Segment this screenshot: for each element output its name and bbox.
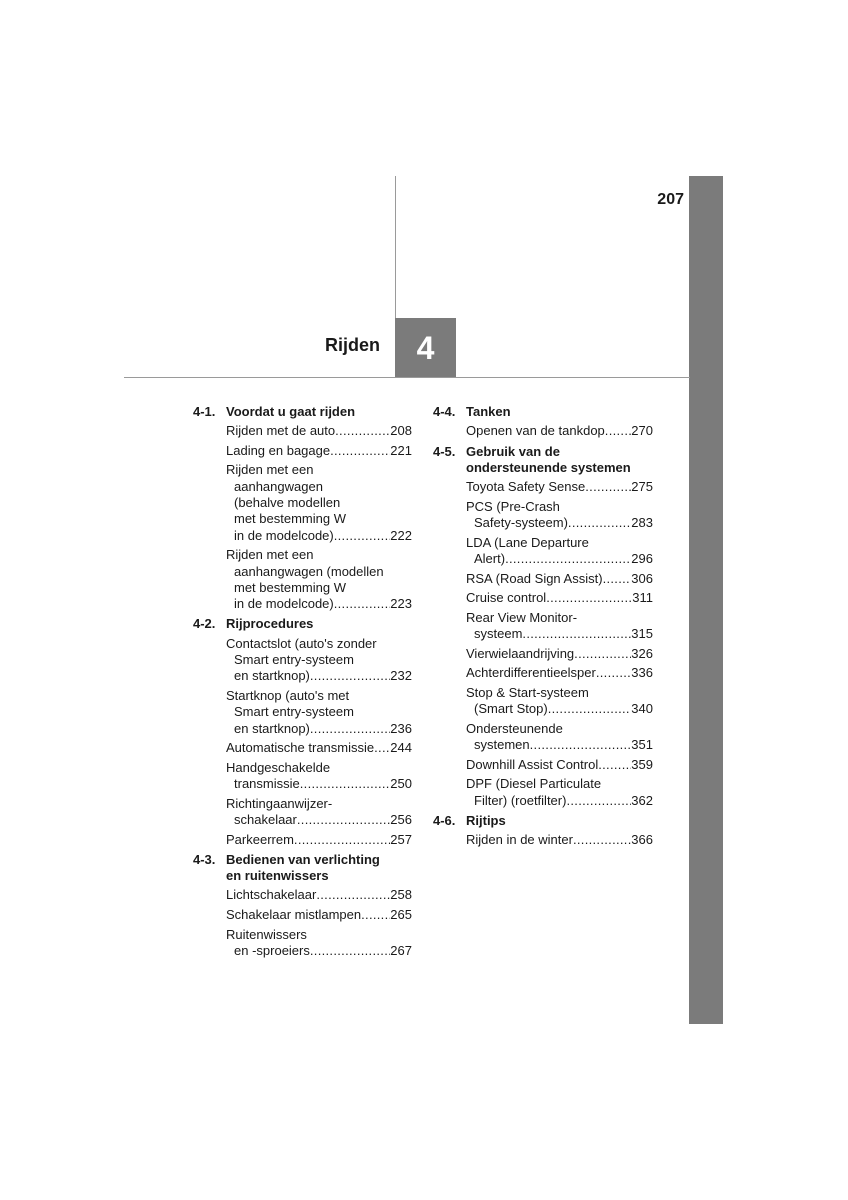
toc-entry-line: Stop & Start-systeem	[466, 684, 589, 700]
toc-entry-line	[226, 832, 412, 848]
toc-entry-line	[466, 626, 653, 642]
section-number: 4-6.	[433, 812, 456, 828]
toc-entry-line: aanhangwagen	[234, 478, 323, 494]
toc-entry-line	[226, 528, 412, 544]
toc-page-number: 208	[390, 423, 412, 439]
toc-entry-line	[226, 887, 412, 903]
section-title-line: Rijtips	[466, 812, 506, 828]
toc-entry[interactable]	[433, 499, 653, 532]
toc-entry-line: met bestemming W	[234, 511, 346, 527]
dot-leader	[294, 832, 390, 848]
toc-entry[interactable]	[193, 688, 412, 737]
section-title-line: Gebruik van de	[466, 443, 560, 459]
toc-entry-text: Downhill Assist Control	[466, 756, 599, 772]
toc-entry[interactable]	[193, 887, 412, 903]
toc-section-heading	[193, 852, 412, 885]
toc-entry-line	[226, 596, 412, 612]
section-number: 4-1.	[193, 404, 216, 419]
toc-page-number: 275	[631, 479, 653, 495]
toc-entry-line	[466, 590, 653, 606]
toc-entry[interactable]	[193, 832, 412, 848]
toc-entry[interactable]	[193, 547, 412, 612]
toc-entry-text: Filter) (roetfilter)	[474, 792, 567, 808]
toc-section-heading	[433, 404, 653, 420]
toc-column-left	[193, 404, 412, 962]
toc-entry-line	[466, 757, 653, 773]
toc-entry-text: transmissie	[234, 776, 300, 792]
toc-entry-line: Ruitenwissers	[226, 926, 307, 942]
toc-entry-text: Cruise control	[466, 590, 547, 606]
toc-entry[interactable]	[433, 832, 653, 848]
toc-entry[interactable]	[193, 462, 412, 543]
toc-entry-line: Startknop (auto's met	[226, 687, 350, 703]
dot-leader	[310, 668, 390, 684]
section-number: 4-4.	[433, 404, 456, 419]
toc-entry-line	[226, 443, 412, 459]
toc-entry-line	[466, 737, 653, 753]
toc-entry-text: Alert)	[474, 550, 506, 566]
horizontal-rule	[124, 377, 690, 378]
toc-entry-text: Rijden met de auto	[226, 423, 336, 439]
toc-entry-line: aanhangwagen (modellen	[234, 563, 384, 579]
toc-section-heading	[193, 404, 412, 420]
toc-page-number: 223	[390, 596, 412, 612]
toc-entry-text: in de modelcode)	[234, 527, 334, 543]
page-number: 207	[657, 191, 684, 208]
toc-entry[interactable]	[193, 760, 412, 793]
toc-entry-text: Lading en bagage	[226, 442, 331, 458]
toc-page-number: 359	[631, 756, 653, 772]
toc-entry-line	[226, 423, 412, 439]
toc-entry-line: Contactslot (auto's zonder	[226, 635, 377, 651]
toc-entry-line	[226, 907, 412, 923]
toc-entry-line	[466, 423, 653, 439]
toc-entry-text: Openen van de tankdop	[466, 423, 605, 439]
toc-entry-text: Schakelaar mistlampen	[226, 906, 362, 922]
toc-entry-line: Rijden met een	[226, 462, 314, 478]
toc-entry-text: Lichtschakelaar	[226, 887, 317, 903]
toc-entry[interactable]	[433, 479, 653, 495]
toc-page-number: 362	[631, 792, 653, 808]
toc-entry-line: Rijden met een	[226, 547, 314, 563]
toc-entry[interactable]	[193, 740, 412, 756]
section-title-line: Tanken	[466, 404, 511, 419]
toc-entry-text: Toyota Safety Sense	[466, 479, 586, 495]
chapter-title: Rijden	[324, 335, 380, 355]
dot-leader	[310, 943, 390, 959]
dot-leader	[574, 646, 631, 662]
toc-entry-line	[226, 740, 412, 756]
toc-entry-text: en -sproeiers	[234, 942, 310, 958]
toc-page-number: 315	[631, 626, 653, 642]
section-number: 4-3.	[193, 851, 216, 867]
chapter-number: 4	[416, 329, 435, 366]
toc-entry[interactable]	[433, 665, 653, 681]
toc-entry-line	[466, 832, 653, 848]
toc-entry-text: Rijden in de winter	[466, 832, 573, 848]
dot-leader	[530, 737, 632, 753]
dot-leader	[334, 596, 391, 612]
dot-leader	[605, 423, 632, 439]
toc-entry-line	[226, 943, 412, 959]
dot-leader	[596, 665, 631, 681]
toc-entry-line	[466, 515, 653, 531]
dot-leader	[603, 571, 632, 587]
toc-entry-text: Achterdifferentieelsper	[466, 665, 596, 681]
toc-entry-text: Safety-systeem)	[474, 515, 568, 531]
dot-leader	[334, 528, 391, 544]
chapter-side-tab	[689, 176, 723, 1024]
toc-entry-text: Vierwielaandrijving	[466, 645, 575, 661]
dot-leader	[297, 812, 390, 828]
toc-entry-text: Parkeerrem	[226, 831, 294, 847]
toc-entry[interactable]	[433, 721, 653, 754]
toc-entry-line: DPF (Diesel Particulate	[466, 776, 602, 792]
toc-page-number: 222	[390, 527, 412, 543]
toc-entry-text: RSA (Road Sign Assist)	[466, 570, 603, 586]
toc-entry-text: Automatische transmissie	[226, 740, 375, 756]
toc-page-number: 232	[390, 668, 412, 684]
section-title-line: Rijprocedures	[226, 616, 314, 632]
toc-entry-line: Ondersteunende	[466, 720, 563, 736]
toc-section-heading	[193, 616, 412, 632]
toc-entry-line: PCS (Pre-Crash	[466, 498, 560, 514]
dot-leader	[568, 515, 631, 531]
toc-entry-line	[466, 793, 653, 809]
toc-entry-line: Handgeschakelde	[226, 759, 331, 775]
toc-entry-line	[466, 571, 653, 587]
toc-page-number: 236	[390, 720, 412, 736]
toc-page-number: 265	[390, 906, 412, 922]
toc-entry[interactable]	[193, 927, 412, 960]
section-number: 4-2.	[193, 616, 216, 632]
toc-entry[interactable]	[193, 423, 412, 439]
dot-leader	[566, 793, 631, 809]
toc-entry-line	[466, 701, 653, 717]
dot-leader	[505, 551, 631, 567]
toc-entry-line	[466, 646, 653, 662]
section-title-line: Bedienen van verlichting	[226, 851, 380, 867]
toc-entry-line	[226, 776, 412, 792]
toc-entry[interactable]	[193, 907, 412, 923]
toc-entry[interactable]	[433, 423, 653, 439]
toc-entry-line: Rear View Monitor-	[466, 609, 578, 625]
toc-entry-text: in de modelcode)	[234, 596, 334, 612]
toc-entry-line: met bestemming W	[234, 579, 346, 595]
toc-section-heading	[433, 813, 653, 829]
toc-section-heading	[433, 444, 653, 477]
toc-entry[interactable]	[433, 646, 653, 662]
toc-entry-text: (Smart Stop)	[474, 701, 548, 717]
vertical-rule	[395, 176, 396, 318]
toc-entry[interactable]	[433, 590, 653, 606]
toc-entry-line	[466, 479, 653, 495]
section-title-line: en ruitenwissers	[226, 868, 329, 884]
toc-entry-text: systeem	[474, 626, 523, 642]
toc-entry-line	[226, 812, 412, 828]
toc-entry[interactable]	[433, 757, 653, 773]
toc-entry[interactable]	[193, 636, 412, 685]
toc-page-number: 340	[631, 701, 653, 717]
toc-entry-line	[226, 668, 412, 684]
toc-entry-line: Richtingaanwijzer-	[226, 795, 333, 811]
toc-entry-text: systemen	[474, 737, 530, 753]
toc-entry[interactable]	[193, 443, 412, 459]
toc-page-number: 258	[390, 887, 412, 903]
toc-page-number: 366	[631, 832, 653, 848]
dot-leader	[330, 443, 390, 459]
toc-column-right	[433, 404, 653, 852]
toc-entry-line: Smart entry-systeem	[234, 652, 354, 668]
toc-entry-line	[466, 665, 653, 681]
dot-leader	[522, 626, 631, 642]
toc-page-number: 326	[631, 645, 653, 661]
toc-entry-line: (behalve modellen	[234, 495, 341, 511]
toc-entry-text: en startknop)	[234, 668, 310, 684]
dot-leader	[548, 701, 632, 717]
dot-leader	[300, 776, 391, 792]
dot-leader	[598, 757, 631, 773]
toc-entry[interactable]	[193, 796, 412, 829]
toc-entry-line: Smart entry-systeem	[234, 704, 354, 720]
toc-page-number: 221	[390, 442, 412, 458]
toc-entry[interactable]	[433, 571, 653, 587]
toc-entry[interactable]	[433, 685, 653, 718]
dot-leader	[585, 479, 631, 495]
dot-leader	[374, 740, 390, 756]
dot-leader	[546, 590, 632, 606]
toc-entry[interactable]	[433, 776, 653, 809]
chapter-number-box	[395, 318, 456, 378]
toc-page-number: 256	[390, 811, 412, 827]
toc-page-number: 306	[631, 570, 653, 586]
toc-page-number: 270	[631, 423, 653, 439]
toc-entry[interactable]	[433, 535, 653, 568]
dot-leader	[573, 832, 631, 848]
toc-page-number: 296	[631, 550, 653, 566]
dot-leader	[316, 887, 390, 903]
toc-entry-line	[226, 721, 412, 737]
dot-leader	[361, 907, 390, 923]
section-title-line: ondersteunende systemen	[466, 459, 631, 475]
toc-page-number: 257	[390, 831, 412, 847]
toc-entry[interactable]	[433, 610, 653, 643]
section-title-line: Voordat u gaat rijden	[226, 404, 356, 419]
toc-entry-line: LDA (Lane Departure	[466, 534, 589, 550]
toc-page-number: 311	[632, 590, 653, 606]
dot-leader	[310, 721, 390, 737]
toc-entry-text: en startknop)	[234, 720, 310, 736]
toc-entry-text: schakelaar	[234, 811, 297, 827]
toc-page-number: 250	[390, 776, 412, 792]
toc-page-number: 267	[390, 942, 412, 958]
toc-page-number: 244	[390, 740, 412, 756]
toc-page-number: 336	[631, 665, 653, 681]
toc-page-number: 283	[631, 515, 653, 531]
toc-entry-line	[466, 551, 653, 567]
section-number: 4-5.	[433, 443, 456, 459]
toc-page-number: 351	[631, 737, 653, 753]
dot-leader	[335, 423, 390, 439]
